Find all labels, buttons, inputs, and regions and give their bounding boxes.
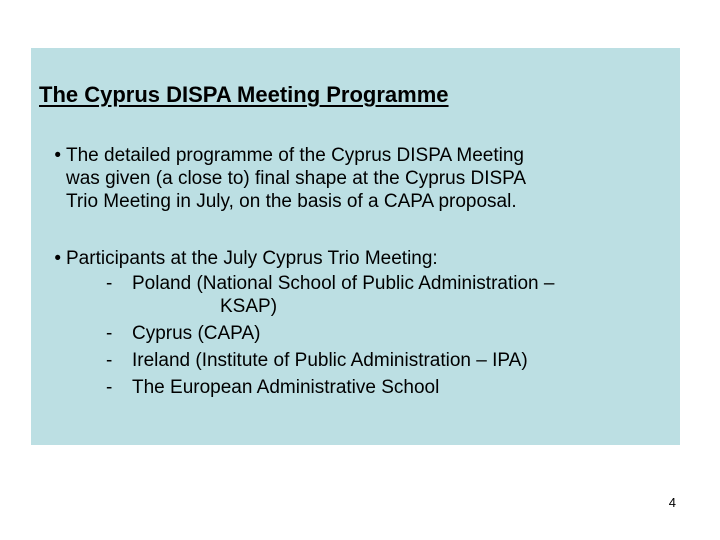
- dash-marker: -: [106, 273, 113, 294]
- bullet-line: The detailed programme of the Cyprus DISPA Meeting: [66, 145, 524, 166]
- bullet-line: was given (a close to) final shape at the Cyprus DISPA: [66, 168, 527, 189]
- participant-cyprus: [66, 320, 438, 347]
- participant-text: Poland (National School of Public Administration –: [132, 273, 555, 294]
- bullet-line: Trio Meeting in July, on the basis of a CAPA proposal.: [66, 191, 517, 212]
- page-number: 4: [668, 495, 676, 510]
- bullet-participants-text: [66, 247, 555, 401]
- participant-text: Cyprus (CAPA): [132, 323, 261, 344]
- dash-marker: -: [106, 323, 113, 344]
- bullet-marker: •: [54, 248, 61, 269]
- participant-text-continued: KSAP): [220, 296, 278, 317]
- dash-marker: -: [106, 350, 113, 371]
- participant-european-school: [66, 374, 438, 401]
- participant-text: The European Administrative School: [132, 377, 440, 398]
- participant-ireland: [66, 347, 528, 374]
- bullet-programme-text: [66, 144, 526, 213]
- dash-marker: -: [106, 377, 113, 398]
- slide-title: The Cyprus DISPA Meeting Programme: [39, 82, 449, 107]
- bullet-marker: •: [54, 145, 61, 166]
- participant-text: Ireland (Institute of Public Administration – IPA): [132, 350, 528, 371]
- content-panel: [31, 48, 680, 445]
- bullet-heading: Participants at the July Cyprus Trio Meeting:: [66, 248, 438, 269]
- participant-poland: [66, 270, 555, 320]
